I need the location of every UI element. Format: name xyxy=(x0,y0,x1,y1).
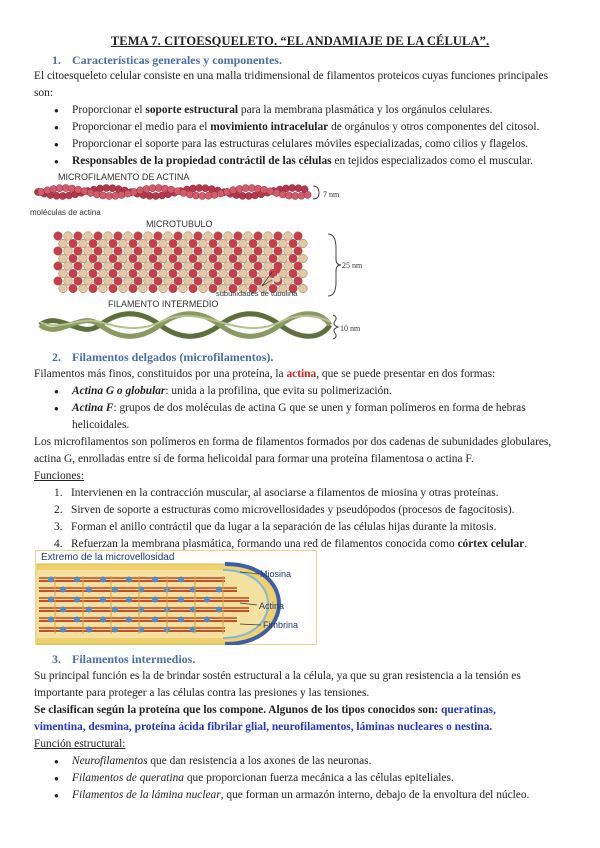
section-1-heading xyxy=(52,53,282,68)
list-item: ● Filamentos de la lámina nuclear, que forman un armazón interno, debajo de la envoltura del núcleo. xyxy=(55,787,555,804)
actina-highlight: actina xyxy=(286,368,317,380)
page-title: TEMA 7. CITOESQUELETO. “EL ANDAMIAJE DE LA CÉLULA”. xyxy=(110,34,490,48)
s3-para-line1: Su principal función es la de brindar sostén estructural a la célula, ya que su gran resistencia a la tensión es xyxy=(34,670,521,682)
funciones-heading: Funciones: xyxy=(34,470,84,482)
s1-intro-line2: son: xyxy=(34,87,53,99)
s2-intro: Filamentos más finos, constituidos por una proteína, la actina, que se puede presentar en dos formas: xyxy=(34,368,496,380)
section-2-title: Filamentos delgados (microfilamentos). xyxy=(72,350,274,364)
list-item: 1. Intervienen en la contracción muscular, al asociarse a filamentos de miosina y otras proteínas. xyxy=(54,487,499,499)
actin-molecules-label: moléculas de actina xyxy=(30,208,101,217)
list-item: ● Neurofilamentos que dan resistencia a los axones de las neuronas. xyxy=(55,753,555,770)
list-item: 3. Forman el anillo contráctil que da lugar a la separación de las células hijas durante la mitosis. xyxy=(54,521,497,533)
list-item-continuation: helicoidales. xyxy=(72,419,130,431)
section-2-number: 2. xyxy=(52,350,61,364)
size-10nm: 10 nm xyxy=(340,324,361,333)
actina-label: Actina xyxy=(259,601,285,611)
list-item: ● Proporcionar el medio para el movimiento intracelular de orgánulos y otros componentes del citosol. xyxy=(55,119,555,136)
section-2-heading xyxy=(52,350,273,365)
s1-intro-line1: El citoesqueleto celular consiste en una malla tridimensional de filamentos proteicos cuyas funciones principales xyxy=(34,70,548,82)
list-item: ● Actina G o globular: unida a la profilina, que evita su polimerización. xyxy=(55,383,555,400)
section-3-number: 3. xyxy=(52,652,61,666)
s3-para-line2: importante para proteger a las células contra las presiones y las tensiones. xyxy=(34,687,370,699)
section-1-number: 1. xyxy=(52,53,61,67)
list-item: ● Proporcionar el soporte para las estructuras celulares móviles especializadas, como cilios y flagelos. xyxy=(55,136,555,153)
s3-classification-line2: vimentina, desmina, proteína ácida fibrilar glial, neurofilamentos, láminas nucleares o nestina. xyxy=(34,721,493,733)
funcion-estructural-heading: Función estructural: xyxy=(34,738,126,750)
s2-para-line2: actina G, enrolladas entre sí de forma helicoidal para formar una proteína filamentosa o actina F. xyxy=(34,453,474,465)
list-item: ● Filamentos de queratina que proporcionan fuerza mecánica a las células epiteliales. xyxy=(55,770,555,787)
list-item: 4. Refuerzan la membrana plasmática, formando una red de filamentos conocida como córtex celular. xyxy=(54,538,528,550)
fimbrina-label: Fimbrina xyxy=(263,620,299,630)
microfilament-label: MICROFILAMENTO DE ACTINA xyxy=(58,172,190,182)
size-7nm: 7 nm xyxy=(323,190,340,199)
list-item: ● Actina F: grupos de dos moléculas de actina G que se unen y forman polímeros en forma de hebras xyxy=(55,400,555,417)
microvillus-title: Extremo de la microvellosidad xyxy=(41,552,175,563)
list-item: ● Responsables de la propiedad contráctil de las células en tejidos especializados como el muscular. xyxy=(55,153,555,170)
section-3-title: Filamentos intermedios. xyxy=(72,652,196,666)
intermediate-filament-label: FILAMENTO INTERMEDIO xyxy=(108,299,219,309)
microvillus-figure xyxy=(35,550,317,645)
tubulin-subunits-label: subunidades de tubulina xyxy=(216,289,298,298)
section-1-title: Características generales y componentes. xyxy=(72,53,282,67)
section-3-heading xyxy=(52,652,195,667)
microtubule-label: MICROTUBULO xyxy=(146,219,213,229)
s2-para-line1: Los microfilamentos son polímeros en forma de filamentos formados por dos cadenas de subunidades globulares, xyxy=(34,436,552,448)
list-item: 2. Sirven de soporte a estructuras como microvellosidades y pseudópodos (procesos de fagocitosis). xyxy=(54,504,515,516)
miosina-label: Miosina xyxy=(260,569,292,579)
s3-classification-line1: Se clasifican según la proteína que los compone. Algunos de los tipos conocidos son: queratinas, xyxy=(34,704,496,716)
cytoskeleton-filaments-figure xyxy=(30,170,380,342)
size-25nm: 25 nm xyxy=(342,261,363,270)
list-item: ● Proporcionar el soporte estructural para la membrana plasmática y los orgánulos celulares. xyxy=(55,102,555,119)
